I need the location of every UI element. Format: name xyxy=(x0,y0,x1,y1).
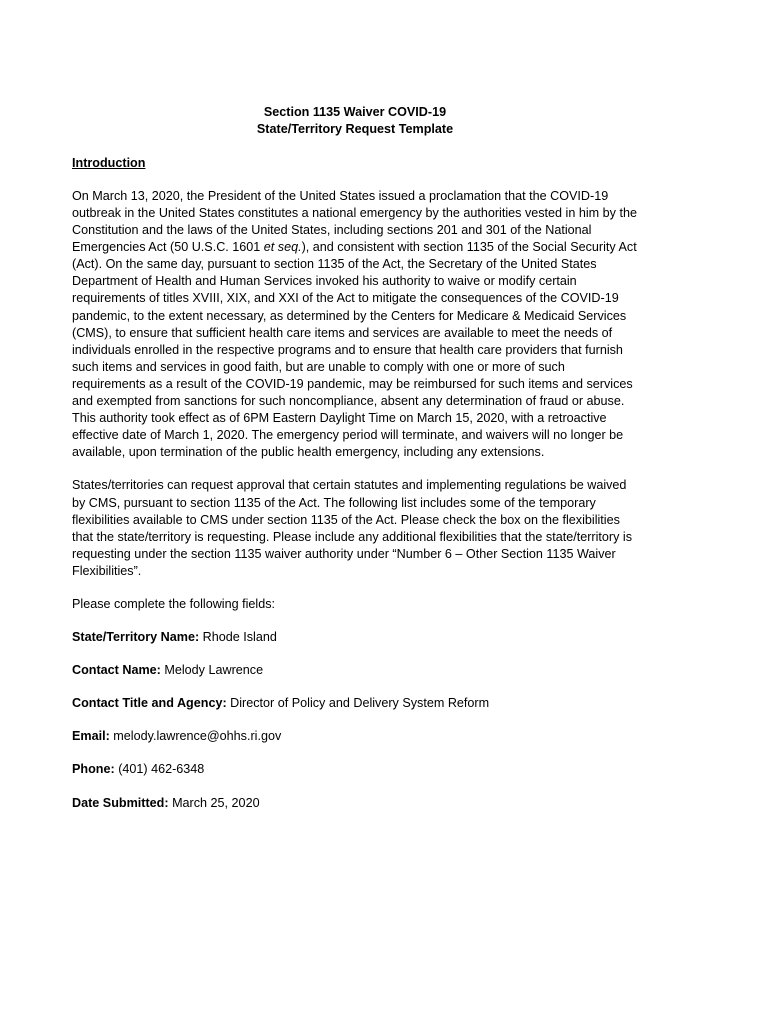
field-value: Melody Lawrence xyxy=(164,663,264,678)
field-label: Contact Name: xyxy=(72,663,161,678)
field-label: Date Submitted: xyxy=(72,795,169,810)
field-value: (401) 462-6348 xyxy=(118,762,205,777)
field-contact-title-agency xyxy=(72,695,638,712)
document-title xyxy=(72,104,638,139)
field-label: State/Territory Name: xyxy=(72,630,200,645)
states-paragraph: States/territories can request approval that certain statutes and implementing regulations be waived by CMS, pursuant to section 1135 of the Act. The following list includes some of the temporary flexibilities available to CMS under section 1135 of the Act. Please check the box on the flexibilities that the state/territory is requesting. Please include any additional flexibilities that the state/territory is requesting under the section 1135 waiver authority under “Number 6 – Other Section 1135 Waiver Flexibilities”. xyxy=(72,478,633,578)
field-value: March 25, 2020 xyxy=(172,795,260,810)
field-value: melody.lawrence@ohhs.ri.gov xyxy=(113,729,282,744)
title-line-1: Section 1135 Waiver COVID-19 xyxy=(263,105,447,119)
field-state-territory-name xyxy=(72,629,638,646)
introduction-paragraph xyxy=(72,188,638,462)
introduction-heading: Introduction xyxy=(72,155,146,170)
intro-text-italic: et seq. xyxy=(263,240,302,255)
field-contact-name xyxy=(72,662,638,679)
intro-text-part-2: ), and consistent with section 1135 of the Social Security Act (Act). On the same day, pursuant to section 1135 of the Act, the Secretary of the United States Department of Health and Human Services invoked his authority to waive or modify certain requirements of titles XVIII, XIX, and XXI of the Act to mitigate the consequences of the COVID-19 pandemic, to the extent necessary, as determined by the Centers for Medicare & Medicaid Services (CMS), to ensure that sufficient health care items and services are available to meet the needs of individuals enrolled in the respective programs and to ensure that health care providers that furnish such items and services in good faith, but are unable to comply with one or more of such requirements as a result of the COVID-19 pandemic, may be reimbursed for such items and services and exempted from sanctions for such noncompliance, absent any determination of fraud or abuse. This authority took effect as of 6PM Eastern Daylight Time on March 15, 2020, with a retroactive effective date of March 1, 2020. The emergency period will terminate, and waivers will no longer be available, upon termination of the public health emergency, including any extensions. xyxy=(72,240,637,460)
field-value: Rhode Island xyxy=(202,630,277,645)
field-label: Phone: xyxy=(72,762,115,777)
field-email xyxy=(72,728,638,745)
field-date-submitted xyxy=(72,795,638,812)
intro-text-part-1: On March 13, 2020, the President of the United States issued a proclamation that the COVID-19 outbreak in the United States constitutes a national emergency by the authorities vested in him by the Constitution and the laws of the United States, including sections 201 and 301 of the National Emergencies Act (50 U.S.C. 1601 xyxy=(72,188,637,255)
field-phone xyxy=(72,761,638,778)
field-label: Contact Title and Agency: xyxy=(72,696,227,711)
field-value: Director of Policy and Delivery System Reform xyxy=(230,696,490,711)
field-label: Email: xyxy=(72,729,110,744)
document-content xyxy=(72,104,638,828)
instructions-text: Please complete the following fields: xyxy=(72,596,276,611)
title-line-2: State/Territory Request Template xyxy=(256,122,454,137)
